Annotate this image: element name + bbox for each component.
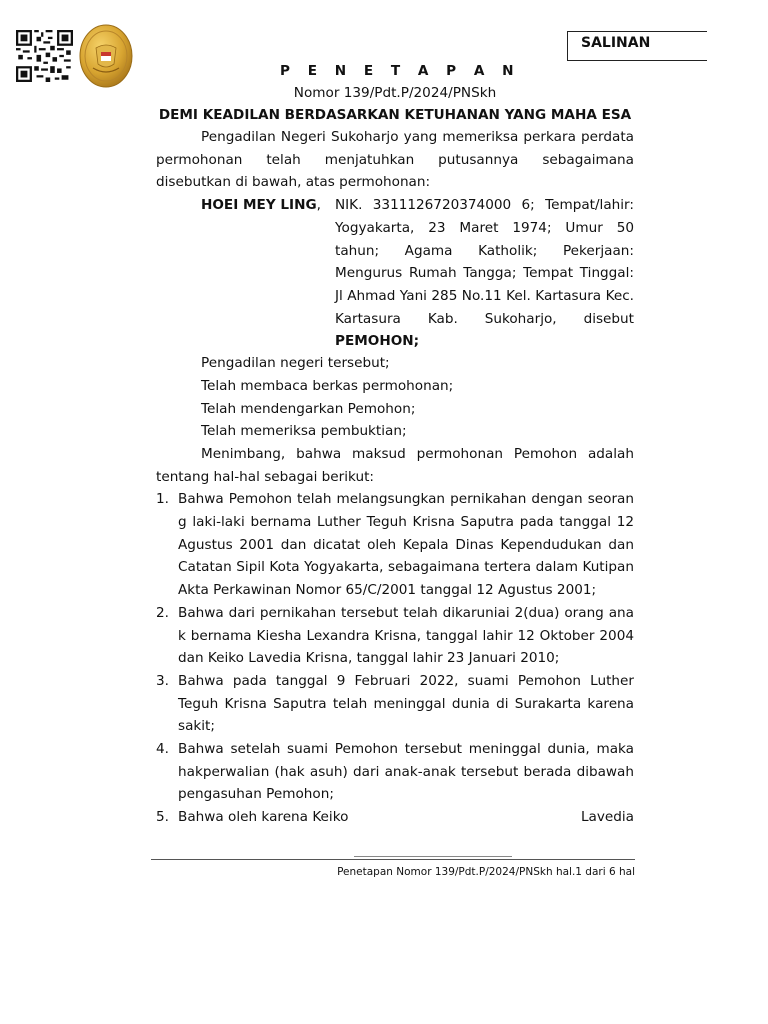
party-role: PEMOHON; <box>335 333 420 350</box>
numbered-item: 1. Bahwa Pemohon telah melangsungkan pernikahan dengan seoran g laki-laki bernama Luther Teguh Krisna Saputra pada tanggal 12 Agustus 2001 dan dicatat oleh Kepala Dinas Kependudukan dan Catatan Sipil Kota Yogyakarta, sebagaimana tertera dalam Kutipan Akta Perkawinan Nomor 65/C/2001 tanggal 12 Agustus 2001; <box>156 491 634 599</box>
footer-divider <box>151 859 635 860</box>
salinan-label: SALINAN <box>581 35 651 51</box>
numbered-item: 3. Bahwa pada tanggal 9 Februari 2022, suami Pemohon Luther Teguh Krisna Saputra telah meninggal dunia di Surakarta karena sakit; <box>156 672 634 735</box>
party-name: HOEI MEY LING, <box>201 197 321 214</box>
qr-code-icon <box>16 30 73 82</box>
party-block <box>156 194 634 352</box>
party-description: NIK. 3311126720374000 6; Tempat/lahir: Yogyakarta, 23 Maret 1974; Umur 50 tahun; Agama Katholik; Pekerjaan: Mengurus Rumah Tangga; Tempat Tinggal: Jl Ahmad Yani 285 No.11 Kel. Kartasura Kec. Kartasura Kab. Sukoharjo, disebut PEMOHON; <box>335 197 634 350</box>
list-item: Pengadilan negeri tersebut; <box>201 355 390 372</box>
list-item: Telah memeriksa pembuktian; <box>201 423 407 440</box>
page-footer: Penetapan Nomor 139/Pdt.P/2024/PNSkh hal.1 dari 6 hal <box>337 866 635 878</box>
numbered-item: 5. Bahwa oleh karena Keiko Lavedia <box>156 809 634 826</box>
document-body <box>156 60 634 829</box>
intro-paragraph: Pengadilan Negeri Sukoharjo yang memeriksa perkara perdata permohonan telah menjatuhkan putusannya sebagaimana disebutkan di bawah, atas permohonan: <box>156 129 634 191</box>
numbered-item: 2. Bahwa dari pernikahan tersebut telah dikaruniai 2(dua) orang ana k bernama Kiesha Lexandra Krisna, tanggal lahir 12 Oktober 2004 dan Keiko Lavedia Krisna, tanggal lahir 23 Januari 2010; <box>156 604 634 667</box>
numbered-list <box>156 488 634 829</box>
case-number: Nomor 139/Pdt.P/2024/PNSkh <box>293 85 497 101</box>
menimbang-paragraph: Menimbang, bahwa maksud permohonan Pemohon adalah tentang hal-hal sebagai berikut: <box>156 445 634 485</box>
footer-divider-short <box>354 856 512 857</box>
document-title: P E N E T A P A N <box>280 63 520 79</box>
irah-irah-heading: DEMI KEADILAN BERDASARKAN KETUHANAN YANG MAHA ESA <box>158 107 632 123</box>
court-emblem-seal <box>79 24 133 88</box>
numbered-item: 4. Bahwa setelah suami Pemohon tersebut meninggal dunia, maka hakperwalian (hak asuh) dari anak-anak tersebut berada dibawah pengasuhan Pemohon; <box>156 741 634 803</box>
list-item: Telah membaca berkas permohonan; <box>201 377 454 394</box>
salinan-stamp <box>567 31 707 61</box>
list-item: Telah mendengarkan Pemohon; <box>201 400 416 417</box>
